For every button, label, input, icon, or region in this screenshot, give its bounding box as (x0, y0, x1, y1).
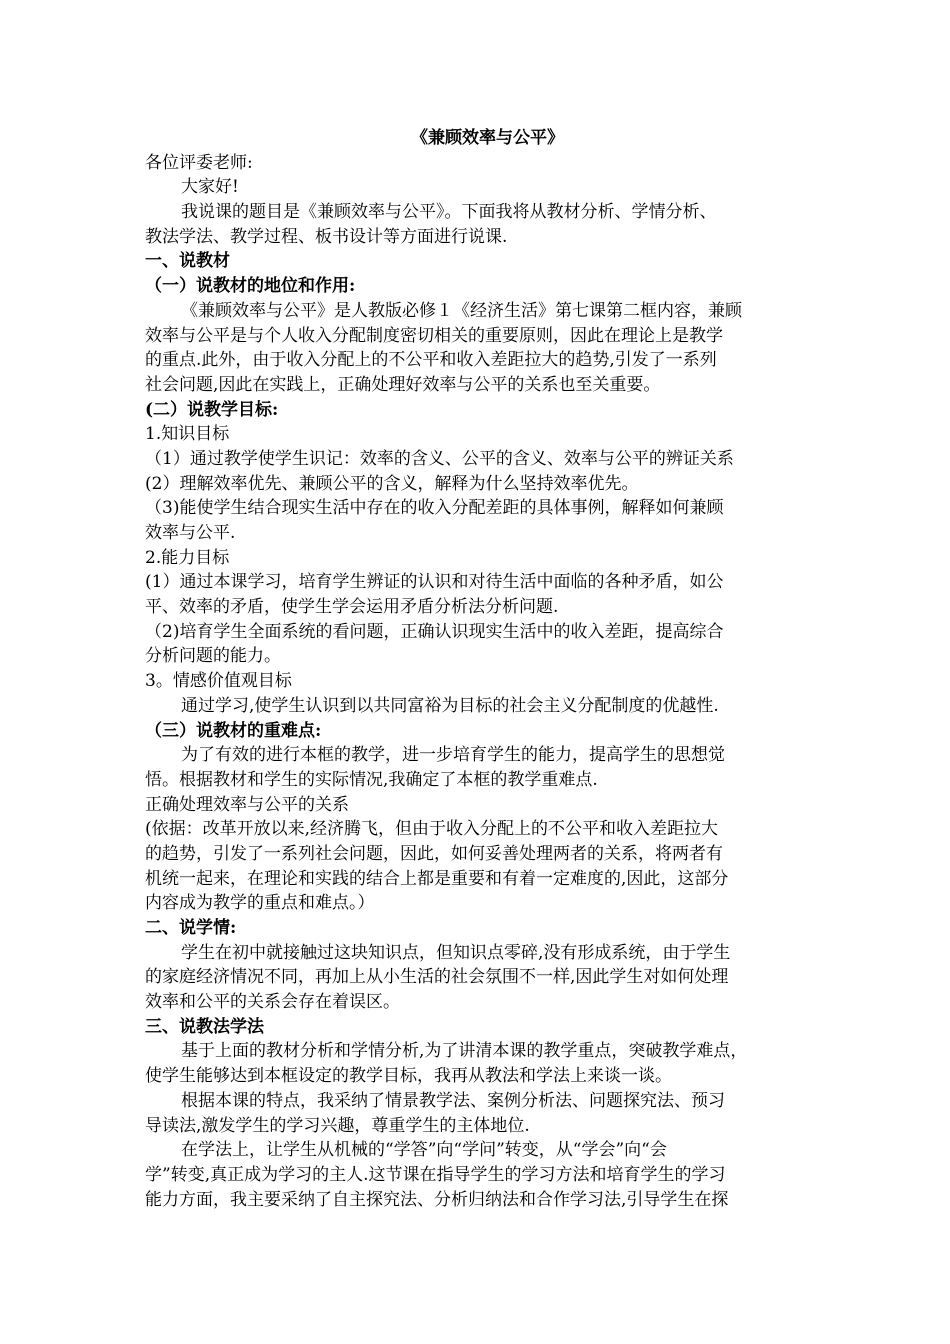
paragraph-line: 为了有效的进行本框的教学，进一步培育学生的能力，提高学生的思想觉 (181, 745, 725, 766)
paragraph-line: 社会问题,因此在实践上，正确处理好效率与公平的关系也至关重要。 (145, 374, 661, 395)
paragraph-line: 学生在初中就接触过这块知识点，但知识点零碎,没有形成系统，由于学生 (181, 942, 731, 963)
document-title: 《兼顾效率与公平》 (411, 128, 564, 148)
list-item: (2）理解效率优先、兼顾公平的含义，解释为什么坚持效率优先。 (145, 473, 639, 494)
list-item: (1）通过本课学习，培育学生辨证的认识和对待生活中面临的各种矛盾，如公 (145, 572, 724, 593)
key-point: 正确处理效率与公平的关系 (145, 794, 349, 815)
paragraph-line: 使学生能够达到本框设定的教学目标，我再从教法和学法上来谈一谈。 (145, 1066, 672, 1087)
section-heading: 二、说学情: (145, 918, 237, 938)
list-item: （2)培育学生全面系统的看问题，正确认识现实生活中的收入差距，提高综合 (145, 621, 724, 642)
salutation: 各位评委老师: (145, 152, 253, 173)
paragraph-line: 通过学习,使学生认识到以共同富裕为目标的社会主义分配制度的优越性. (181, 695, 719, 716)
paragraph-line: 能力方面，我主要采纳了自主探究法、分析归纳法和合作学习法,引导学生在探 (145, 1189, 729, 1210)
section-heading: 一、说教材 (145, 251, 230, 272)
paragraph-line: 学”转变,真正成为学习的主人.这节课在指导学生的学习方法和培育学生的学习 (145, 1164, 726, 1185)
list-item-continued: 分析问题的能力。 (145, 646, 281, 667)
paragraph-line: 效率和公平的关系会存在着误区。 (145, 992, 400, 1013)
paragraph-line: 的重点.此外，由于收入分配上的不公平和收入差距拉大的趋势,引发了一系列 (145, 350, 717, 371)
paragraph-line: 内容成为教学的重点和难点。） (145, 893, 375, 914)
paragraph-line: 《兼顾效率与公平》是人教版必修１《经济生活》第七课第二框内容，兼顾 (181, 300, 742, 321)
paragraph-line: 教法学法、教学过程、板书设计等方面进行说课. (145, 226, 508, 247)
greeting: 大家好! (181, 177, 239, 198)
subsection-heading: （三）说教材的重难点: (145, 720, 322, 741)
list-heading: 2.能力目标 (145, 547, 230, 568)
paragraph-line: 的趋势，引发了一系列社会问题，因此，如何妥善处理两者的关系，将两者有 (145, 843, 723, 864)
paragraph-line: (依据：改革开放以来,经济腾飞，但由于收入分配上的不公平和收入差距拉大 (145, 819, 719, 840)
document-page (145, 126, 810, 1212)
paragraph-line: 机统一起来，在理论和实践的结合上都是重要和有着一定难度的,因此，这部分 (145, 868, 729, 889)
list-heading: 3。情感价值观目标 (145, 671, 292, 692)
subsection-heading: （一）说教材的地位和作用: (145, 276, 356, 297)
paragraph-line: 根据本课的特点，我采纳了情景教学法、案例分析法、问题探究法、预习 (181, 1090, 725, 1111)
list-item: （3)能使学生结合现实生活中存在的收入分配差距的具体事例，解释如何兼顾 (145, 498, 724, 519)
paragraph-line: 导读法,激发学生的学习兴趣，尊重学生的主体地位. (145, 1115, 530, 1136)
paragraph-line: 基于上面的教材分析和学情分析,为了讲清本课的教学重点，突破教学难点， (181, 1041, 748, 1062)
list-item-continued: 平、效率的矛盾，使学生学会运用矛盾分析法分析问题. (145, 597, 559, 618)
paragraph-line: 我说课的题目是《兼顾效率与公平》。下面我将从教材分析、学情分析、 (181, 202, 717, 223)
subsection-heading: (二）说教学目标: (145, 399, 279, 420)
paragraph-line: 悟。根据教材和学生的实际情况,我确定了本框的教学重难点. (145, 769, 598, 790)
paragraph-line: 的家庭经济情况不同，再加上从小生活的社会氛围不一样,因此学生对如何处理 (145, 967, 729, 988)
paragraph-line: 效率与公平是与个人收入分配制度密切相关的重要原则，因此在理论上是教学 (145, 325, 723, 346)
section-heading: 三、说教法学法 (145, 1016, 264, 1037)
list-heading: 1.知识目标 (145, 424, 230, 445)
paragraph-line: 在学法上，让学生从机械的“学答”向“学问”转变，从“学会”向“会 (181, 1140, 667, 1161)
list-item: （1）通过教学使学生识记：效率的含义、公平的含义、效率与公平的辨证关系 (145, 448, 734, 469)
list-item-continued: 效率与公平. (145, 523, 236, 543)
